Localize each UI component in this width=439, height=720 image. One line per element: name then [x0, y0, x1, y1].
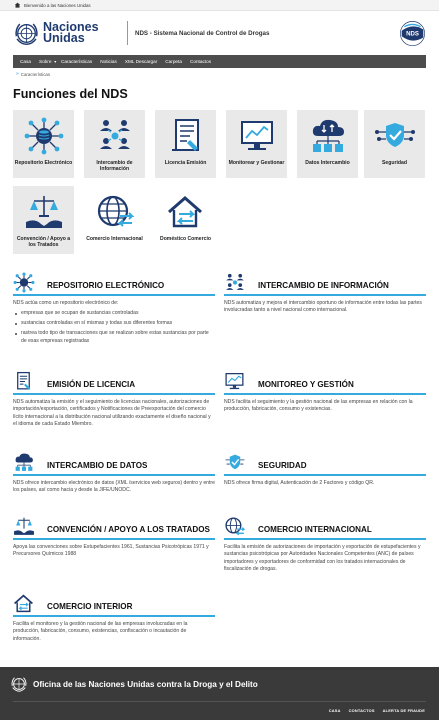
page-title: Funciones del NDS	[13, 87, 128, 101]
section-divider	[224, 538, 426, 540]
section-intercambio-informacion	[224, 272, 426, 315]
tile-label: Datos Intercambio	[305, 160, 350, 166]
section-convencion	[13, 516, 215, 559]
nav-item-caracteristicas[interactable]: Características	[60, 59, 93, 64]
footer-title: Oficina de las Naciones Unidas contra la Droga y el Delito	[33, 679, 258, 689]
section-title: COMERCIO INTERNACIONAL	[258, 525, 372, 534]
scales-hands-icon	[23, 192, 65, 232]
shield-check-icon	[374, 116, 416, 156]
section-divider	[224, 393, 426, 395]
database-network-icon	[23, 116, 65, 156]
nds-logo-icon[interactable]	[399, 20, 426, 47]
section-header	[224, 452, 426, 473]
nds-logo-text: NDS	[406, 31, 419, 38]
tile-monitorear[interactable]	[226, 110, 287, 178]
un-emblem-icon	[10, 675, 28, 693]
main-nav	[13, 55, 426, 68]
tile-label: Intercambio de Información	[96, 160, 133, 172]
tile-repositorio[interactable]	[13, 110, 74, 178]
section-text: Apoya las convenciones sobre Estupefacientes 1961, Sustancias Psicotrópicas 1971 y Precursores Químicos 1988	[13, 543, 209, 557]
section-title: INTERCAMBIO DE INFORMACIÓN	[258, 281, 389, 290]
tile-domestico-comercio[interactable]	[155, 186, 216, 254]
tile-label: Seguridad	[382, 160, 407, 166]
tile-label: Licencia Emisión	[164, 160, 207, 166]
section-title: INTERCAMBIO DE DATOS	[47, 461, 148, 470]
section-divider	[13, 615, 215, 617]
nav-item-contactos[interactable]: Contactos	[189, 59, 212, 64]
nav-item-casa[interactable]: Casa	[20, 59, 31, 64]
people-network-icon	[94, 116, 136, 156]
nav-item-sobre[interactable]: Sobre	[38, 59, 52, 64]
section-header	[13, 516, 215, 537]
list-item: empresas que se ocupan de sustancias controladas	[21, 310, 215, 317]
section-text: NDS facilita el seguimiento y la gestión nacional de las empresas en relación con la producción, fabricación, consumo y existencias.	[224, 398, 413, 412]
footer-links	[0, 708, 439, 713]
tile-comercio-internacional[interactable]	[84, 186, 145, 254]
section-text: Facilita el monitoreo y la gestión nacional de las empresas involucradas en la producción, fabricación, consumo, existencias, confiscación o incautación de información.	[13, 620, 188, 642]
people-network-icon	[224, 272, 246, 293]
section-title: REPOSITORIO ELECTRÓNICO	[47, 281, 165, 290]
globe-arrows-icon	[94, 192, 136, 232]
section-title: SEGURIDAD	[258, 461, 307, 470]
section-header	[224, 272, 426, 293]
breadcrumb-current[interactable]: Características	[20, 71, 51, 77]
footer-brand	[0, 667, 439, 701]
footer-link-casa[interactable]: CASA	[328, 708, 341, 713]
section-list	[13, 310, 215, 345]
nav-item-carpeta[interactable]: Carpeta	[165, 59, 182, 64]
tile-convencion[interactable]	[13, 186, 74, 254]
cloud-boxes-icon	[307, 116, 349, 156]
section-header	[13, 371, 215, 392]
tile-label: Repositorio Electrónico	[14, 160, 73, 166]
tile-label: Convención / Apoyo a los Tratados	[16, 236, 71, 248]
section-repositorio	[13, 272, 215, 348]
globe-arrows-icon	[224, 516, 246, 537]
site-header	[0, 11, 439, 55]
license-document-icon	[165, 116, 207, 156]
section-title: COMERCIO INTERIOR	[47, 602, 133, 611]
tile-seguridad[interactable]	[364, 110, 425, 178]
section-divider	[224, 474, 426, 476]
section-header	[13, 272, 215, 293]
database-network-icon	[13, 272, 35, 293]
tile-datos-intercambio[interactable]	[297, 110, 358, 178]
tile-label: Doméstico Comercio	[160, 236, 211, 242]
nav-item-xml-descargar[interactable]: XML Descargar	[124, 59, 158, 64]
footer-link-alerta-fraude[interactable]: ALERTA DE FRAUDE	[382, 708, 425, 713]
section-header	[13, 593, 215, 614]
section-intro: NDS actúa como un repositorio electrónico de:	[13, 299, 119, 306]
section-text: NDS automatiza y mejora el intercambio oportuno de información entre todas las partes involucradas tanto a nivel nacional como internacional.	[224, 299, 422, 313]
cloud-boxes-icon	[13, 452, 35, 473]
section-emision	[13, 371, 215, 429]
section-header	[224, 371, 426, 392]
home-icon[interactable]	[14, 2, 21, 8]
shield-check-icon	[224, 452, 246, 473]
house-arrows-icon	[13, 593, 35, 614]
section-divider	[224, 294, 426, 296]
section-title: MONITOREO Y GESTIÓN	[258, 380, 354, 389]
un-logo[interactable]	[13, 20, 121, 47]
header-divider	[127, 21, 128, 45]
license-document-icon	[13, 371, 35, 392]
section-header	[13, 452, 215, 473]
house-arrows-icon	[165, 192, 207, 232]
top-bar	[0, 0, 439, 11]
section-title: CONVENCIÓN / APOYO A LOS TRATADOS	[47, 525, 210, 534]
monitor-chart-icon	[224, 371, 246, 392]
tile-licencia[interactable]	[155, 110, 216, 178]
footer-link-contactos[interactable]: CONTACTOS	[348, 708, 375, 713]
site-footer	[0, 667, 439, 720]
section-divider	[13, 294, 215, 296]
nav-item-noticias[interactable]: Noticias	[100, 59, 117, 64]
section-comercio-internacional	[224, 516, 426, 574]
chevron-down-icon[interactable]: ▼	[53, 59, 57, 64]
section-comercio-interior	[13, 593, 215, 643]
section-monitoreo	[224, 371, 426, 414]
tile-intercambio-informacion[interactable]	[84, 110, 145, 178]
un-name: Naciones Unidas	[43, 19, 99, 45]
section-divider	[13, 538, 215, 540]
section-text: Facilita la emisión de autorizaciones de importación y exportación de estupefacientes y sustancias psicotrópicas por Autoridades Nacionales Competentes (ANC) de países importadores y exportadores de conformidad con los tratados internacionales de fiscalización de drogas.	[224, 543, 421, 572]
section-intercambio-datos	[13, 452, 215, 495]
welcome-link[interactable]: Bienvenido a las Naciones Unidas	[24, 2, 91, 8]
section-title: EMISIÓN DE LICENCIA	[47, 380, 136, 389]
un-emblem-icon	[13, 20, 40, 47]
section-text: NDS ofrece firma digital, Autenticación de 2 Factores y código QR.	[224, 479, 375, 486]
scales-hands-icon	[13, 516, 35, 537]
list-item: rastrea todo tipo de transacciones que se realizan sobre estas sustancias por parte de esas empresas registradas	[21, 330, 215, 345]
section-seguridad	[224, 452, 426, 487]
footer-divider	[13, 701, 426, 702]
section-text: NDS automatiza la emisión y el seguimiento de licencias nacionales, autorizaciones de importación/exportación, certificados y Notificaciones de Preexportación del comercio lícito internacional a la distribución nacional utilizando exactamente el diseño nacional y el idioma de cada Estado Miembro.	[13, 398, 211, 427]
system-title: NDS - Sistema Nacional de Control de Drogas	[135, 29, 270, 37]
section-divider	[13, 393, 215, 395]
monitor-chart-icon	[236, 116, 278, 156]
section-header	[224, 516, 426, 537]
list-item: sustancias controladas en sí mismas y todas sus diferentes formas	[21, 320, 215, 327]
section-text: NDS ofrece intercambio electrónico de datos (XML /servicios web seguros) dentro y entre los países, así como hacia y desde la JIFE/UNODC.	[13, 479, 215, 493]
double-chevron-icon: »	[16, 71, 19, 77]
tile-label: Monitorear y Gestionar	[228, 160, 285, 166]
section-divider	[13, 474, 215, 476]
tile-label: Comercio Internacional	[86, 236, 143, 242]
breadcrumb	[16, 70, 423, 78]
